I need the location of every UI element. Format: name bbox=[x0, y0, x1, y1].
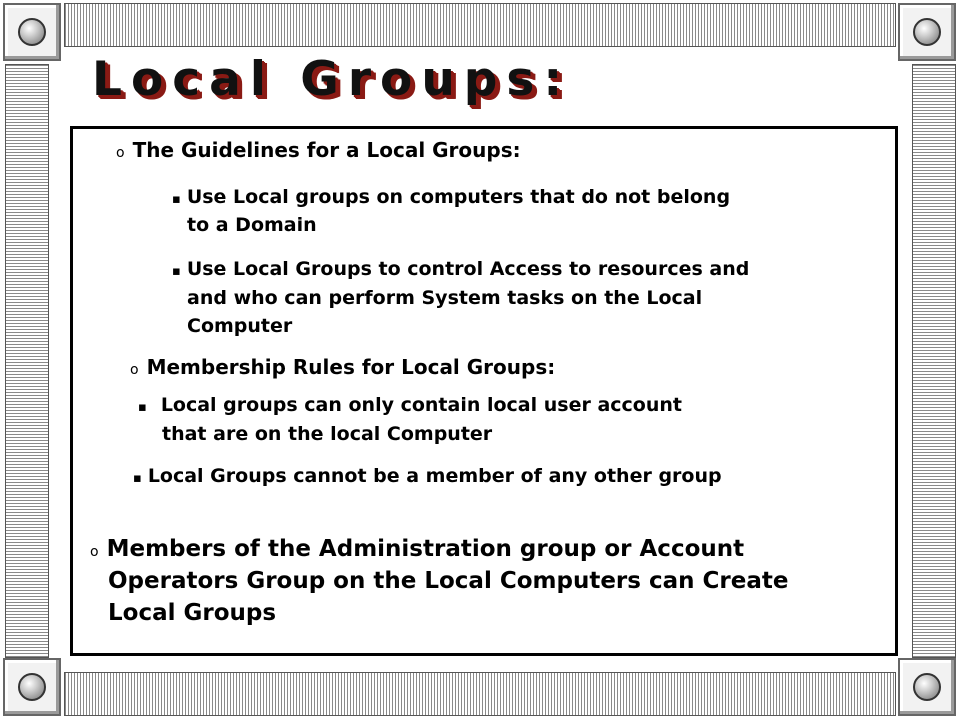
members-line-2: Operators Group on the Local Computers can Create bbox=[108, 568, 789, 594]
guideline-item-2-line-3: Computer bbox=[187, 315, 293, 337]
members-line-1-text: Members of the Administration group or Account bbox=[106, 536, 745, 562]
membership-item-2-line-1 bbox=[133, 465, 722, 487]
bullet-marker: o bbox=[116, 145, 125, 161]
guideline-item-2-line-2: and who can perform System tasks on the Local bbox=[187, 287, 703, 309]
guideline-item-2-line-1 bbox=[172, 258, 749, 280]
corner-knob-bottom-left bbox=[3, 658, 61, 716]
right-border-rail bbox=[912, 64, 956, 658]
guideline-item-1-line-1 bbox=[172, 186, 730, 208]
membership-heading bbox=[130, 355, 555, 379]
members-line-1 bbox=[90, 536, 744, 562]
slide-title: Local Groups: bbox=[92, 52, 572, 107]
top-border-rail bbox=[64, 3, 896, 47]
square-bullet-icon: ▪ bbox=[138, 400, 147, 415]
bullet-marker: o bbox=[130, 362, 139, 378]
square-bullet-icon: ▪ bbox=[172, 264, 181, 279]
corner-knob-bottom-right bbox=[898, 658, 956, 716]
left-border-rail bbox=[5, 64, 49, 658]
bottom-border-rail bbox=[64, 672, 896, 716]
guideline-item-1-line-2: to a Domain bbox=[187, 214, 317, 236]
bullet-marker: o bbox=[90, 544, 99, 560]
guidelines-heading bbox=[116, 138, 521, 162]
membership-item-1-text: Local groups can only contain local user account bbox=[160, 394, 682, 416]
guideline-item-2-text: Use Local Groups to control Access to resources and bbox=[186, 258, 750, 280]
guideline-item-1-text: Use Local groups on computers that do not belong bbox=[186, 186, 731, 208]
members-line-3: Local Groups bbox=[108, 600, 277, 626]
corner-knob-top-right bbox=[898, 3, 956, 61]
knob-icon bbox=[913, 18, 941, 46]
membership-item-2-text: Local Groups cannot be a member of any other group bbox=[147, 465, 722, 487]
knob-icon bbox=[18, 18, 46, 46]
square-bullet-icon: ▪ bbox=[172, 192, 181, 207]
knob-icon bbox=[913, 673, 941, 701]
membership-item-1-line-1 bbox=[138, 394, 682, 416]
guidelines-heading-text: The Guidelines for a Local Groups: bbox=[132, 138, 521, 162]
square-bullet-icon: ▪ bbox=[133, 471, 142, 486]
knob-icon bbox=[18, 673, 46, 701]
membership-heading-text: Membership Rules for Local Groups: bbox=[146, 355, 556, 379]
membership-item-1-line-2: that are on the local Computer bbox=[162, 423, 493, 445]
corner-knob-top-left bbox=[3, 3, 61, 61]
